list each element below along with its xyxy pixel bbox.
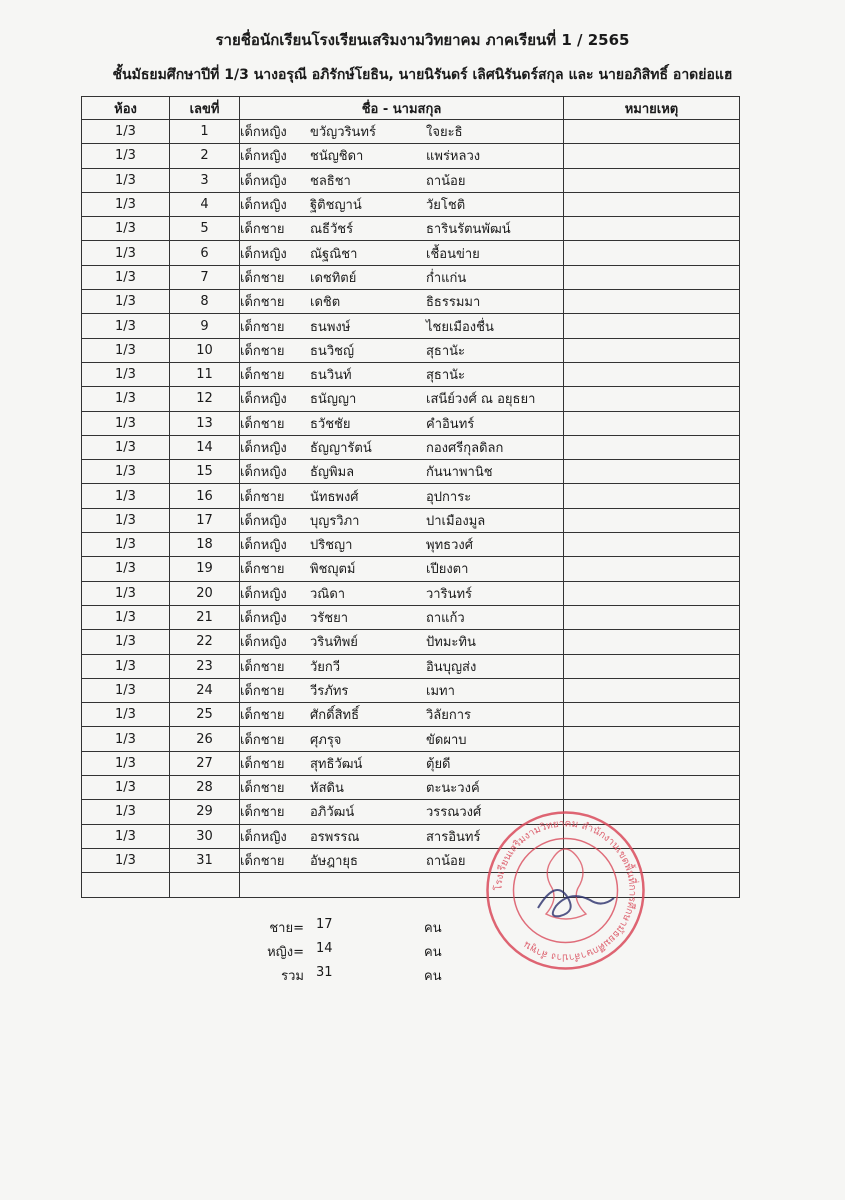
summary-value: 31 — [316, 965, 333, 980]
cell-remark — [564, 241, 740, 265]
cell-number: 6 — [170, 241, 240, 265]
cell-name — [240, 290, 564, 314]
cell-first-name: ธัญญารัตน์ — [310, 441, 372, 456]
cell-room: 1/3 — [82, 630, 170, 654]
cell-first-name: หัสดิน — [310, 781, 344, 797]
cell-name — [240, 654, 564, 678]
cell-last-name: คำอินทร์ — [426, 416, 475, 432]
cell-name — [240, 314, 564, 338]
cell-number: 14 — [170, 435, 240, 459]
cell-first-name: ศักดิ์สิทธิ์ — [310, 708, 360, 724]
cell-last-name: ถาแก้ว — [426, 611, 465, 627]
cell-first-name: ฐิติชญาน์ — [310, 198, 362, 214]
table-row — [82, 776, 740, 800]
table-row — [82, 508, 740, 532]
table-row — [82, 120, 740, 144]
cell-last-name: เชื้อนข่าย — [426, 246, 480, 262]
cell-title-prefix: เด็กหญิง — [240, 198, 287, 214]
cell-last-name: ปัทมะทิน — [426, 635, 476, 651]
cell-title-prefix: เด็กชาย — [240, 854, 285, 870]
summary-value: 14 — [316, 941, 333, 956]
cell-room: 1/3 — [82, 387, 170, 411]
table-row — [82, 581, 740, 605]
cell-room: 1/3 — [82, 751, 170, 775]
summary-row-female — [256, 941, 442, 965]
cell-room: 1/3 — [82, 508, 170, 532]
cell-title-prefix: เด็กหญิง — [240, 611, 287, 627]
cell-first-name: อัษฎายุธ — [310, 854, 358, 870]
cell-first-name: ธนวิชญ์ — [310, 343, 355, 359]
cell-title-prefix: เด็กชาย — [240, 562, 285, 578]
cell-number: 9 — [170, 314, 240, 338]
cell-last-name: สุธานัะ — [426, 368, 466, 384]
cell-number: 25 — [170, 703, 240, 727]
cell-remark — [564, 727, 740, 751]
cell-number: 24 — [170, 678, 240, 702]
cell-first-name: ธนพงษ์ — [310, 319, 351, 335]
cell-remark — [564, 703, 740, 727]
cell-title-prefix: เด็กชาย — [240, 343, 285, 359]
table-row — [82, 314, 740, 338]
cell-title-prefix: เด็กชาย — [240, 368, 285, 384]
cell-room: 1/3 — [82, 338, 170, 362]
summary-row-total — [256, 965, 442, 989]
cell-first-name: เดชทิตย์ — [310, 270, 357, 286]
document-title: รายชื่อนักเรียนโรงเรียนเสริมงามวิทยาคม ภาคเรียนที่ 1 / 2565 — [215, 31, 630, 49]
cell-number: 2 — [170, 144, 240, 168]
cell-name — [240, 751, 564, 775]
cell-number: 15 — [170, 460, 240, 484]
header-room: ห้อง — [82, 97, 170, 120]
cell-first-name: นัทธพงศ์ — [310, 489, 359, 505]
cell-remark — [564, 533, 740, 557]
cell-remark — [564, 265, 740, 289]
summary-unit: คน — [424, 945, 442, 960]
cell-first-name: สุทธิวัฒน์ — [310, 756, 363, 772]
cell-number: 7 — [170, 265, 240, 289]
cell-title-prefix: เด็กหญิง — [240, 829, 287, 845]
table-row — [82, 265, 740, 289]
table-row — [82, 533, 740, 557]
cell-remark — [564, 630, 740, 654]
cell-title-prefix: เด็กชาย — [240, 270, 285, 286]
cell-name — [240, 533, 564, 557]
cell-number: 21 — [170, 605, 240, 629]
cell-title-prefix: เด็กหญิง — [240, 392, 287, 408]
table-row — [82, 168, 740, 192]
summary-value: 17 — [316, 917, 333, 932]
cell-last-name: ใจยะธิ — [426, 125, 463, 141]
cell-name — [240, 217, 564, 241]
summary-block — [256, 917, 442, 989]
table-row — [82, 217, 740, 241]
cell-title-prefix: เด็กหญิง — [240, 441, 287, 456]
cell-room: 1/3 — [82, 581, 170, 605]
cell-title-prefix: เด็กหญิง — [240, 586, 287, 602]
cell-last-name: ตะนะวงค์ — [426, 781, 480, 797]
table-row — [82, 557, 740, 581]
cell-last-name: ก่ำแก่น — [426, 270, 467, 286]
cell-first-name: อภิวัฒน์ — [310, 805, 355, 821]
cell-number: 18 — [170, 533, 240, 557]
cell-name — [240, 727, 564, 751]
class-subtitle: ชั้นมัธยมศึกษาปีที่ 1/3 นางอรุณี อภิรักษ์โยธิน, นายนิรันดร์ เลิศนิรันดร์สกุล และ นายอภิสิทธิ์ อาดย่อแฮ — [112, 67, 733, 83]
cell-room: 1/3 — [82, 776, 170, 800]
cell-remark — [564, 435, 740, 459]
cell-first-name: บุญรวิภา — [310, 513, 360, 529]
cell-title-prefix: เด็กชาย — [240, 222, 285, 238]
cell-number: 1 — [170, 120, 240, 144]
table-row — [82, 605, 740, 629]
cell-first-name: วีรภัทร — [310, 683, 349, 699]
cell-remark — [564, 751, 740, 775]
cell-remark — [564, 290, 740, 314]
cell-number: 26 — [170, 727, 240, 751]
table-row — [82, 338, 740, 362]
cell-remark — [564, 192, 740, 216]
cell-number: 20 — [170, 581, 240, 605]
table-row — [82, 362, 740, 386]
cell-first-name: อรพรรณ — [310, 829, 360, 845]
cell-title-prefix: เด็กหญิง — [240, 149, 287, 165]
cell-title-prefix: เด็กชาย — [240, 805, 285, 821]
cell-title-prefix: เด็กชาย — [240, 708, 285, 724]
cell-last-name: เปียงตา — [426, 562, 469, 578]
cell-room: 1/3 — [82, 168, 170, 192]
cell-last-name: ไชยเมืองชื่น — [426, 319, 494, 335]
cell-last-name: วารินทร์ — [426, 586, 473, 602]
cell-number: 8 — [170, 290, 240, 314]
table-row — [82, 678, 740, 702]
cell-last-name: วิลัยการ — [426, 708, 472, 724]
cell-last-name: ตุ้ยดี — [426, 756, 451, 772]
cell-room: 1/3 — [82, 435, 170, 459]
cell-remark — [564, 168, 740, 192]
cell-title-prefix: เด็กหญิง — [240, 465, 287, 481]
summary-unit: คน — [424, 969, 442, 984]
cell-room: 1/3 — [82, 314, 170, 338]
cell-name — [240, 557, 564, 581]
cell-first-name: ธนัญญา — [310, 392, 357, 408]
cell-number: 12 — [170, 387, 240, 411]
cell-room: 1/3 — [82, 217, 170, 241]
student-table — [81, 96, 740, 898]
cell-last-name: สารอินทร์ — [426, 829, 481, 845]
cell-first-name: ธัญพิมล — [310, 465, 355, 481]
cell-first-name: ปริชญา — [310, 538, 353, 554]
cell-name — [240, 265, 564, 289]
cell-room: 1/3 — [82, 120, 170, 144]
cell-title-prefix: เด็กชาย — [240, 781, 285, 797]
table-row — [82, 144, 740, 168]
cell-number: 29 — [170, 800, 240, 824]
cell-number: 11 — [170, 362, 240, 386]
cell-remark — [564, 217, 740, 241]
table-row — [82, 751, 740, 775]
cell-number: 4 — [170, 192, 240, 216]
cell-room: 1/3 — [82, 703, 170, 727]
cell-first-name: ชนัญชิดา — [310, 149, 364, 165]
cell-room: 1/3 — [82, 290, 170, 314]
cell-title-prefix: เด็กชาย — [240, 683, 285, 699]
cell-first-name: ธนวินท์ — [310, 368, 352, 384]
cell-room: 1/3 — [82, 411, 170, 435]
seal-text: โรงเรียนเสริมงามวิทยาคม สำนักงานเขตพื้นที่การศึกษามัธยมศึกษาลำปาง ลำพูน — [493, 818, 638, 963]
cell-title-prefix: เด็กหญิง — [240, 635, 287, 651]
cell-first-name: เดชิต — [310, 295, 341, 311]
table-row — [82, 703, 740, 727]
cell-number: 10 — [170, 338, 240, 362]
cell-room: 1/3 — [82, 460, 170, 484]
cell-room: 1/3 — [82, 144, 170, 168]
cell-remark — [564, 678, 740, 702]
cell-name — [240, 435, 564, 459]
cell-remark — [564, 120, 740, 144]
cell-room: 1/3 — [82, 484, 170, 508]
table-row — [82, 387, 740, 411]
cell-room: 1/3 — [82, 605, 170, 629]
cell-room: 1/3 — [82, 265, 170, 289]
cell-title-prefix: เด็กหญิง — [240, 246, 287, 262]
table-row — [82, 290, 740, 314]
cell-last-name: ถาน้อย — [426, 173, 466, 189]
cell-title-prefix: เด็กชาย — [240, 756, 285, 772]
cell-room: 1/3 — [82, 800, 170, 824]
cell-title-prefix: เด็กชาย — [240, 659, 285, 675]
cell-first-name: วัยกวี — [310, 659, 341, 675]
summary-row-male — [256, 917, 442, 941]
table-row — [82, 727, 740, 751]
cell-remark — [564, 605, 740, 629]
table-row — [82, 411, 740, 435]
cell-name — [240, 678, 564, 702]
cell-number: 27 — [170, 751, 240, 775]
cell-remark — [564, 460, 740, 484]
cell-empty — [170, 873, 240, 897]
cell-number: 28 — [170, 776, 240, 800]
table-row — [82, 435, 740, 459]
cell-name — [240, 192, 564, 216]
cell-last-name: เมทา — [426, 683, 455, 699]
cell-name — [240, 508, 564, 532]
cell-remark — [564, 557, 740, 581]
cell-remark — [564, 508, 740, 532]
header-number: เลขที่ — [170, 97, 240, 120]
school-seal-stamp — [483, 808, 648, 973]
table-row — [82, 241, 740, 265]
cell-last-name: สุธานัะ — [426, 343, 466, 359]
cell-title-prefix: เด็กชาย — [240, 732, 285, 748]
cell-last-name: วัยโชติ — [426, 198, 466, 214]
cell-room: 1/3 — [82, 533, 170, 557]
cell-title-prefix: เด็กชาย — [240, 489, 285, 505]
cell-room: 1/3 — [82, 824, 170, 848]
cell-remark — [564, 411, 740, 435]
table-row — [82, 630, 740, 654]
cell-title-prefix: เด็กชาย — [240, 295, 285, 311]
cell-number: 30 — [170, 824, 240, 848]
table-row — [82, 192, 740, 216]
cell-first-name: ณัฐณิชา — [310, 246, 358, 262]
cell-first-name: ชลธิชา — [310, 173, 351, 189]
cell-room: 1/3 — [82, 678, 170, 702]
cell-number: 5 — [170, 217, 240, 241]
summary-unit: คน — [424, 921, 442, 936]
cell-last-name: เสนีย์วงศ์ ณ อยุธยา — [426, 392, 536, 408]
cell-first-name: ณธีวัชร์ — [310, 222, 354, 238]
cell-last-name: วรรณวงศ์ — [426, 805, 482, 821]
cell-first-name: ธวัชชัย — [310, 416, 351, 432]
summary-label: หญิง= — [267, 945, 304, 960]
cell-name — [240, 144, 564, 168]
cell-name — [240, 460, 564, 484]
cell-name — [240, 776, 564, 800]
cell-last-name: ปาเมืองมูล — [426, 513, 486, 529]
cell-last-name: อุปการะ — [426, 489, 472, 505]
header-remark: หมายเหตุ — [564, 97, 740, 120]
cell-last-name: ธารินรัตนพัฒน์ — [426, 222, 511, 238]
cell-remark — [564, 776, 740, 800]
cell-title-prefix: เด็กหญิง — [240, 538, 287, 554]
cell-name — [240, 241, 564, 265]
cell-remark — [564, 144, 740, 168]
cell-last-name: พุทธวงศ์ — [426, 538, 473, 554]
header-name: ชื่อ - นามสกุล — [240, 97, 564, 120]
cell-number: 16 — [170, 484, 240, 508]
cell-name — [240, 411, 564, 435]
cell-number: 3 — [170, 168, 240, 192]
cell-last-name: กันนาพานิช — [426, 465, 493, 481]
table-row — [82, 654, 740, 678]
cell-empty — [82, 873, 170, 897]
cell-name — [240, 168, 564, 192]
summary-label: รวม — [281, 969, 304, 984]
cell-room: 1/3 — [82, 241, 170, 265]
cell-number: 17 — [170, 508, 240, 532]
cell-remark — [564, 581, 740, 605]
cell-title-prefix: เด็กหญิง — [240, 173, 287, 189]
cell-remark — [564, 314, 740, 338]
cell-room: 1/3 — [82, 654, 170, 678]
cell-title-prefix: เด็กชาย — [240, 416, 285, 432]
cell-number: 13 — [170, 411, 240, 435]
cell-first-name: ศุภรุจ — [310, 732, 342, 748]
cell-room: 1/3 — [82, 362, 170, 386]
cell-remark — [564, 387, 740, 411]
cell-title-prefix: เด็กหญิง — [240, 125, 287, 141]
cell-room: 1/3 — [82, 727, 170, 751]
cell-room: 1/3 — [82, 557, 170, 581]
cell-room: 1/3 — [82, 192, 170, 216]
cell-last-name: กองศรีกุลดิลก — [426, 441, 504, 456]
cell-last-name: ถาน้อย — [426, 854, 466, 870]
cell-first-name: วรัชยา — [310, 611, 349, 627]
cell-title-prefix: เด็กชาย — [240, 319, 285, 335]
summary-label: ชาย= — [269, 921, 304, 936]
cell-room: 1/3 — [82, 848, 170, 872]
cell-number: 22 — [170, 630, 240, 654]
cell-first-name: วรินทิพย์ — [310, 635, 358, 651]
table-row — [82, 460, 740, 484]
cell-remark — [564, 654, 740, 678]
cell-name — [240, 338, 564, 362]
cell-name — [240, 484, 564, 508]
cell-remark — [564, 362, 740, 386]
cell-last-name: ขัดผาบ — [426, 732, 467, 748]
cell-last-name: ธิธรรมมา — [426, 295, 481, 311]
cell-first-name: พิชญุตม์ — [310, 562, 356, 578]
cell-name — [240, 362, 564, 386]
cell-last-name: อินบุญส่ง — [426, 659, 477, 675]
cell-number: 23 — [170, 654, 240, 678]
cell-remark — [564, 484, 740, 508]
cell-title-prefix: เด็กหญิง — [240, 513, 287, 529]
table-body — [82, 120, 740, 898]
cell-first-name: ขวัญวรินทร์ — [310, 125, 376, 141]
cell-remark — [564, 338, 740, 362]
cell-name — [240, 387, 564, 411]
table-header-row — [82, 97, 740, 120]
cell-name — [240, 605, 564, 629]
cell-name — [240, 581, 564, 605]
cell-name — [240, 120, 564, 144]
cell-last-name: แพร่หลวง — [426, 149, 481, 165]
cell-name — [240, 630, 564, 654]
cell-name — [240, 703, 564, 727]
table-row — [82, 484, 740, 508]
cell-number: 19 — [170, 557, 240, 581]
cell-first-name: วณิดา — [310, 586, 346, 602]
cell-number: 31 — [170, 848, 240, 872]
